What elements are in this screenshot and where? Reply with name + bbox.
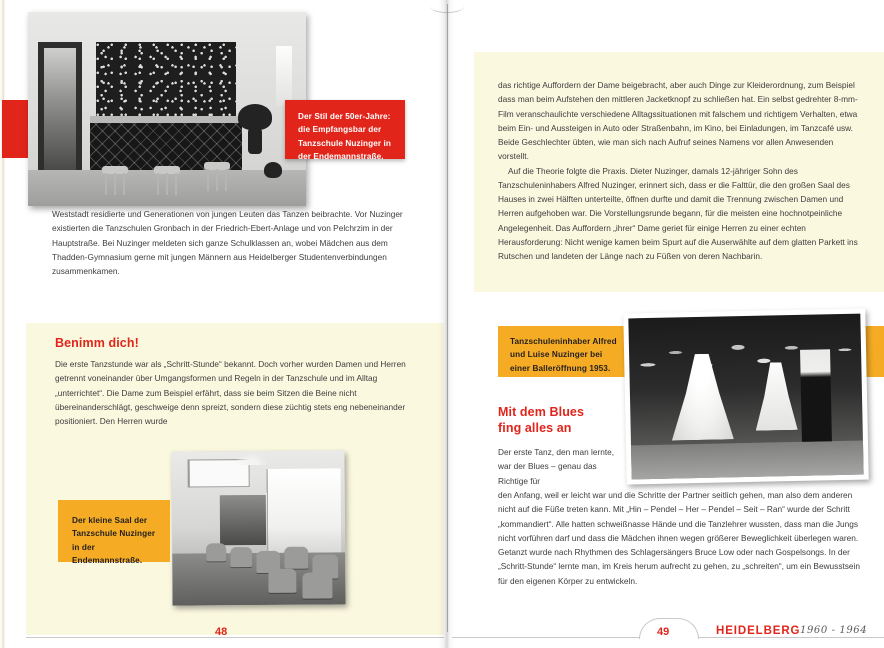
- caption-balleroeffnung-text: Tanzschuleninhaber Alfred und Luise Nuzinger bei einer Balleröffnung 1953.: [510, 337, 617, 373]
- empfangsbar-photo: [28, 12, 306, 206]
- page-number-right: 49: [657, 626, 670, 638]
- book-gutter-shadow: [438, 0, 454, 648]
- kleiner-saal-photo: [171, 450, 345, 605]
- right-paragraph-wide: [498, 488, 860, 588]
- caption-balleroeffnung: [498, 326, 628, 377]
- right-paragraph-narrow-text: Der erste Tanz, den man lernte, war der Blues – genau das Richtige für: [498, 447, 615, 486]
- left-paragraph-top-text: Weststadt residierte und Generationen von jungen Leuten das Tanzen beibrachte. Vor Nuzinger existierten die Tanzschulen Gronbach in der Friedrich-Ebert-Anlage und von Pelchrzim in der Hauptstraße. Bei Nuzinger meldeten sich ganze Schulklassen an, wobei Mädchen aus dem Thadden-Gymnasium gerne mit jungen Männern aus Heidelberger Studentenverbindungen zusammenkamen.: [52, 209, 403, 277]
- right-paragraph-wide-text: den Anfang, weil er leicht war und die Schritte der Partner seitlich gehen, man also dem anderen nicht auf die Füße treten kann. Mit „Hin – Pendel – Her – Pendel – Seit – Ran“ wurde der Schritt „kommandiert“. Alle hatten schweißnasse Hände und die Tanzlehrer wussten, dass man die Jungs nicht vorführen darf und dass die Mädchen ihnen wegen größerer Beweglichkeit überlegen waren. Getanzt wurde nach Rhythmen des Schlagersängers Bruce Low oder nach Gospelsongs. In der „Schritt-Stunde“ lernte man, im Kreis herum aufrecht zu gehen, zu „schreiten“, um ein Bewusstsein für den eigenen Körper zu entwickeln.: [498, 490, 860, 586]
- heading-blues-line1: Mit dem Blues: [498, 405, 585, 419]
- left-paragraph-mid: [55, 357, 407, 428]
- caption-kleiner-saal: [58, 500, 170, 565]
- brand-wordmark: HEIDELBERG: [716, 625, 801, 637]
- caption-empfangsbar: [285, 100, 405, 159]
- footer-rule-left: [26, 637, 444, 638]
- right-paragraph-narrow: [498, 445, 616, 488]
- heading-mit-dem-blues: [498, 404, 618, 436]
- caption-kleiner-saal-text: Der kleine Saal der Tanzschule Nuzinger in der Endemannstraße.: [72, 516, 156, 565]
- right-paragraph-top: [498, 78, 860, 263]
- book-spine-line: [447, 4, 448, 632]
- sheet-edge-strip: [0, 0, 5, 648]
- caption-empfangsbar-text: Der Stil der 50er-Jahre: die Empfangsbar der Tanzschule Nuzinger in der Endemannstraße.: [298, 112, 392, 161]
- right-paragraph-top-2: Auf die Theorie folgte die Praxis. Dieter Nuzinger, damals 12-jähriger Sohn des Tanzschuleninhabers Alfred Nuzinger, erinnert sich, dass er die Falttür, die den großen Saal des Hauses in zwei Hälften unterteilte, öffnen durfte und damit die Trennung zwischen Damen und Herren aufgehoben war. Die Vorstellungsrunde begann, für die meisten eine hochnotpeinliche Angelegenheit. Das Auffordern „ihrer“ Dame geriet für einige Herren zu einer echten Herausforderung: Nicht wenige kamen beim Spurt auf die Auserwählte auf dem glatten Parkett ins Rutschen und landeten der Länge nach zu Füßen von deren Nachbarin.: [498, 165, 858, 262]
- ballerooeffnung-photo: [623, 308, 869, 484]
- page-number-left: 48: [215, 626, 228, 638]
- left-paragraph-mid-text: Die erste Tanzstunde war als „Schritt-Stunde“ bekannt. Doch vorher wurden Damen und Herren getrennt voneinander über Umgangsformen und Regeln in der Tanzschule und im Alltag „unterrichtet“. Die Dame zum Beispiel erfährt, dass sie beim Sitzen die Beine nicht übereinanderschlägt, geschweige denn spreizt, sondern diese züchtig stets eng nebeneinander positioniert. Den Herren wurde: [55, 359, 406, 427]
- year-range-label: 1960 - 1964: [800, 625, 868, 636]
- left-paragraph-top: [52, 207, 407, 278]
- heading-blues-line2: fing alles an: [498, 421, 572, 435]
- book-spine-curve: [430, 0, 464, 13]
- heading-benimm-dich: Benimm dich!: [55, 336, 139, 350]
- right-paragraph-top-1: das richtige Auffordern der Dame beigebracht, aber auch Dinge zur Kleiderordnung, zum Beispiel dass man beim Aufstehen den mittleren Jacketknopf zu schließen hat. Ein selbst gedrehter 8-mm-Film veranschaulichte verschiedene Alltagssituationen mit falschem und richtigem Verhalten, etwa beim Ein- und Aussteigen in Auto oder Straßenbahn, im Kino, bei Einladungen, im Tanzcafé usw. Beide Geschlechter übten, wie man sich nach Aufruf seines Namens vor allen Anwesenden vorstellt.: [498, 80, 858, 162]
- red-accent-bar-left-edge: [2, 100, 28, 158]
